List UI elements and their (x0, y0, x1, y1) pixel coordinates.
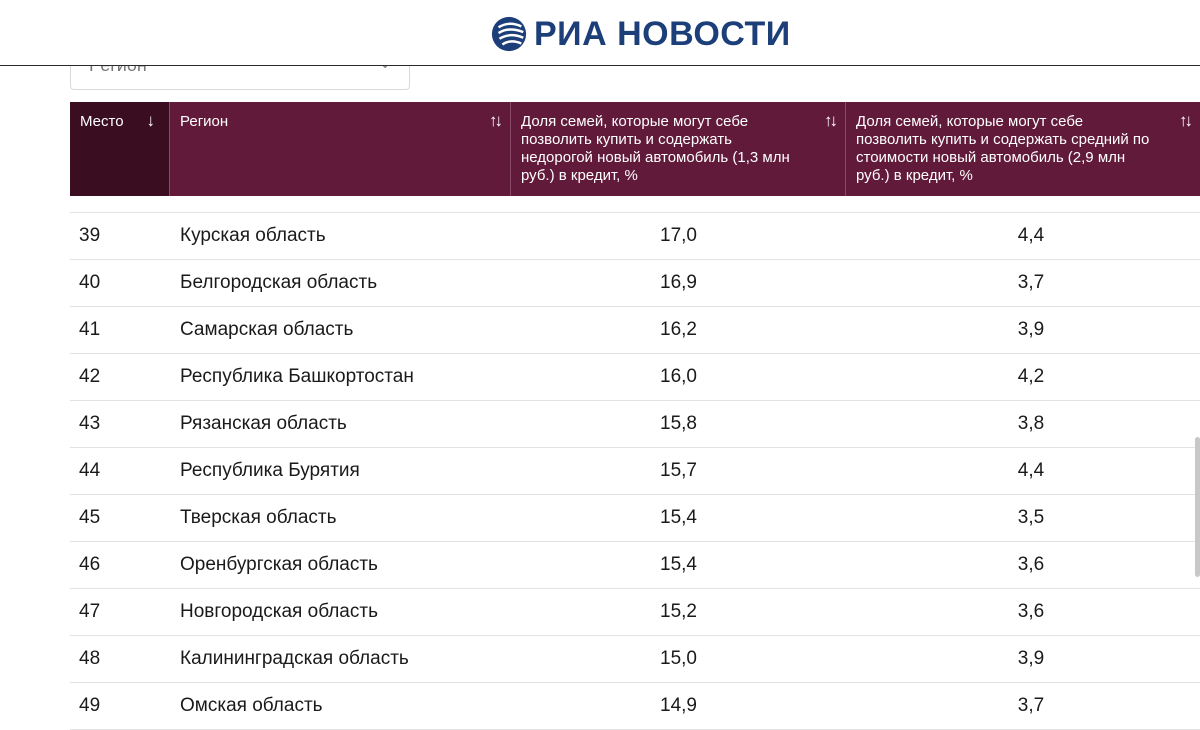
ria-logo[interactable] (490, 14, 791, 54)
table-row (70, 683, 1200, 730)
table-body-top-edge (70, 196, 1200, 213)
table-row (70, 589, 1200, 636)
table-row (70, 260, 1200, 307)
table-row (70, 401, 1200, 448)
cell-region: Курская область (180, 225, 326, 246)
cell-mid-car-share: 3,6 (1017, 601, 1045, 622)
column-header-cheap-car-share[interactable] (511, 102, 846, 196)
cell-place: 42 (79, 366, 101, 387)
cell-region: Рязанская область (180, 413, 347, 434)
cell-region: Республика Бурятия (180, 460, 360, 481)
cell-mid-car-share: 4,4 (1017, 225, 1045, 246)
cell-region: Самарская область (180, 319, 354, 340)
cell-region: Республика Башкортостан (180, 366, 414, 387)
cell-region: Оренбургская область (180, 554, 378, 575)
cell-cheap-car-share: 15,2 (660, 601, 697, 622)
logo-text: РИА НОВОСТИ (534, 15, 791, 53)
cell-place: 45 (79, 507, 101, 528)
cell-place: 49 (79, 695, 101, 716)
table-row (70, 448, 1200, 495)
column-header-label: Место (80, 113, 124, 130)
cell-place: 43 (79, 413, 101, 434)
cell-mid-car-share: 3,6 (1017, 554, 1045, 575)
cell-region: Белгородская область (180, 272, 378, 293)
cell-cheap-car-share: 16,9 (660, 272, 697, 293)
column-header-region[interactable] (170, 102, 511, 196)
column-header-label: Регион (180, 113, 229, 130)
cell-mid-car-share: 4,2 (1017, 366, 1045, 387)
table-row (70, 354, 1200, 401)
cell-cheap-car-share: 15,4 (660, 554, 697, 575)
column-header-place[interactable] (70, 102, 170, 196)
sort-icon[interactable]: ↑↓ (1179, 111, 1190, 130)
cell-mid-car-share: 3,9 (1017, 319, 1045, 340)
cell-place: 44 (79, 460, 101, 481)
table-row (70, 307, 1200, 354)
cell-cheap-car-share: 15,8 (660, 413, 697, 434)
cell-cheap-car-share: 14,9 (660, 695, 697, 716)
cell-place: 47 (79, 601, 101, 622)
table-header (70, 102, 1200, 196)
table-row (70, 495, 1200, 542)
cell-mid-car-share: 3,8 (1017, 413, 1045, 434)
cell-mid-car-share: 3,7 (1017, 695, 1045, 716)
column-header-mid-car-share[interactable] (846, 102, 1200, 196)
cell-cheap-car-share: 16,0 (660, 366, 697, 387)
sort-icon[interactable]: ↑↓ (824, 111, 835, 130)
cell-place: 41 (79, 319, 101, 340)
site-header (0, 0, 1200, 66)
cell-cheap-car-share: 15,7 (660, 460, 697, 481)
sort-icon[interactable]: ↑↓ (489, 111, 500, 130)
cell-region: Омская область (180, 695, 323, 716)
cell-cheap-car-share: 15,4 (660, 507, 697, 528)
cell-place: 40 (79, 272, 101, 293)
table-row (70, 542, 1200, 589)
sort-down-icon[interactable]: ↓ (146, 111, 155, 130)
column-header-label: Доля семей, которые могут себе позволить купить и содержать средний по стоимости новый автомобиль (2,9 млн руб.) в кредит, % (856, 113, 1150, 184)
cell-cheap-car-share: 17,0 (660, 225, 697, 246)
cell-place: 48 (79, 648, 101, 669)
cell-region: Калининградская область (180, 648, 409, 669)
cell-cheap-car-share: 16,2 (660, 319, 697, 340)
column-header-label: Доля семей, которые могут себе позволить купить и содержать недорогой новый автомобиль (1,3 млн руб.) в кредит, % (521, 113, 790, 184)
cell-cheap-car-share: 15,0 (660, 648, 697, 669)
ria-logo-icon (490, 15, 528, 53)
cell-place: 39 (79, 225, 101, 246)
cell-mid-car-share: 3,9 (1017, 648, 1045, 669)
cell-mid-car-share: 4,4 (1017, 460, 1045, 481)
rating-table (70, 102, 1200, 730)
table-row (70, 213, 1200, 260)
cell-mid-car-share: 3,7 (1017, 272, 1045, 293)
page-scrollbar[interactable] (1195, 437, 1200, 577)
cell-region: Новгородская область (180, 601, 378, 622)
cell-region: Тверская область (180, 507, 337, 528)
table-row (70, 636, 1200, 683)
cell-mid-car-share: 3,5 (1017, 507, 1045, 528)
cell-place: 46 (79, 554, 101, 575)
